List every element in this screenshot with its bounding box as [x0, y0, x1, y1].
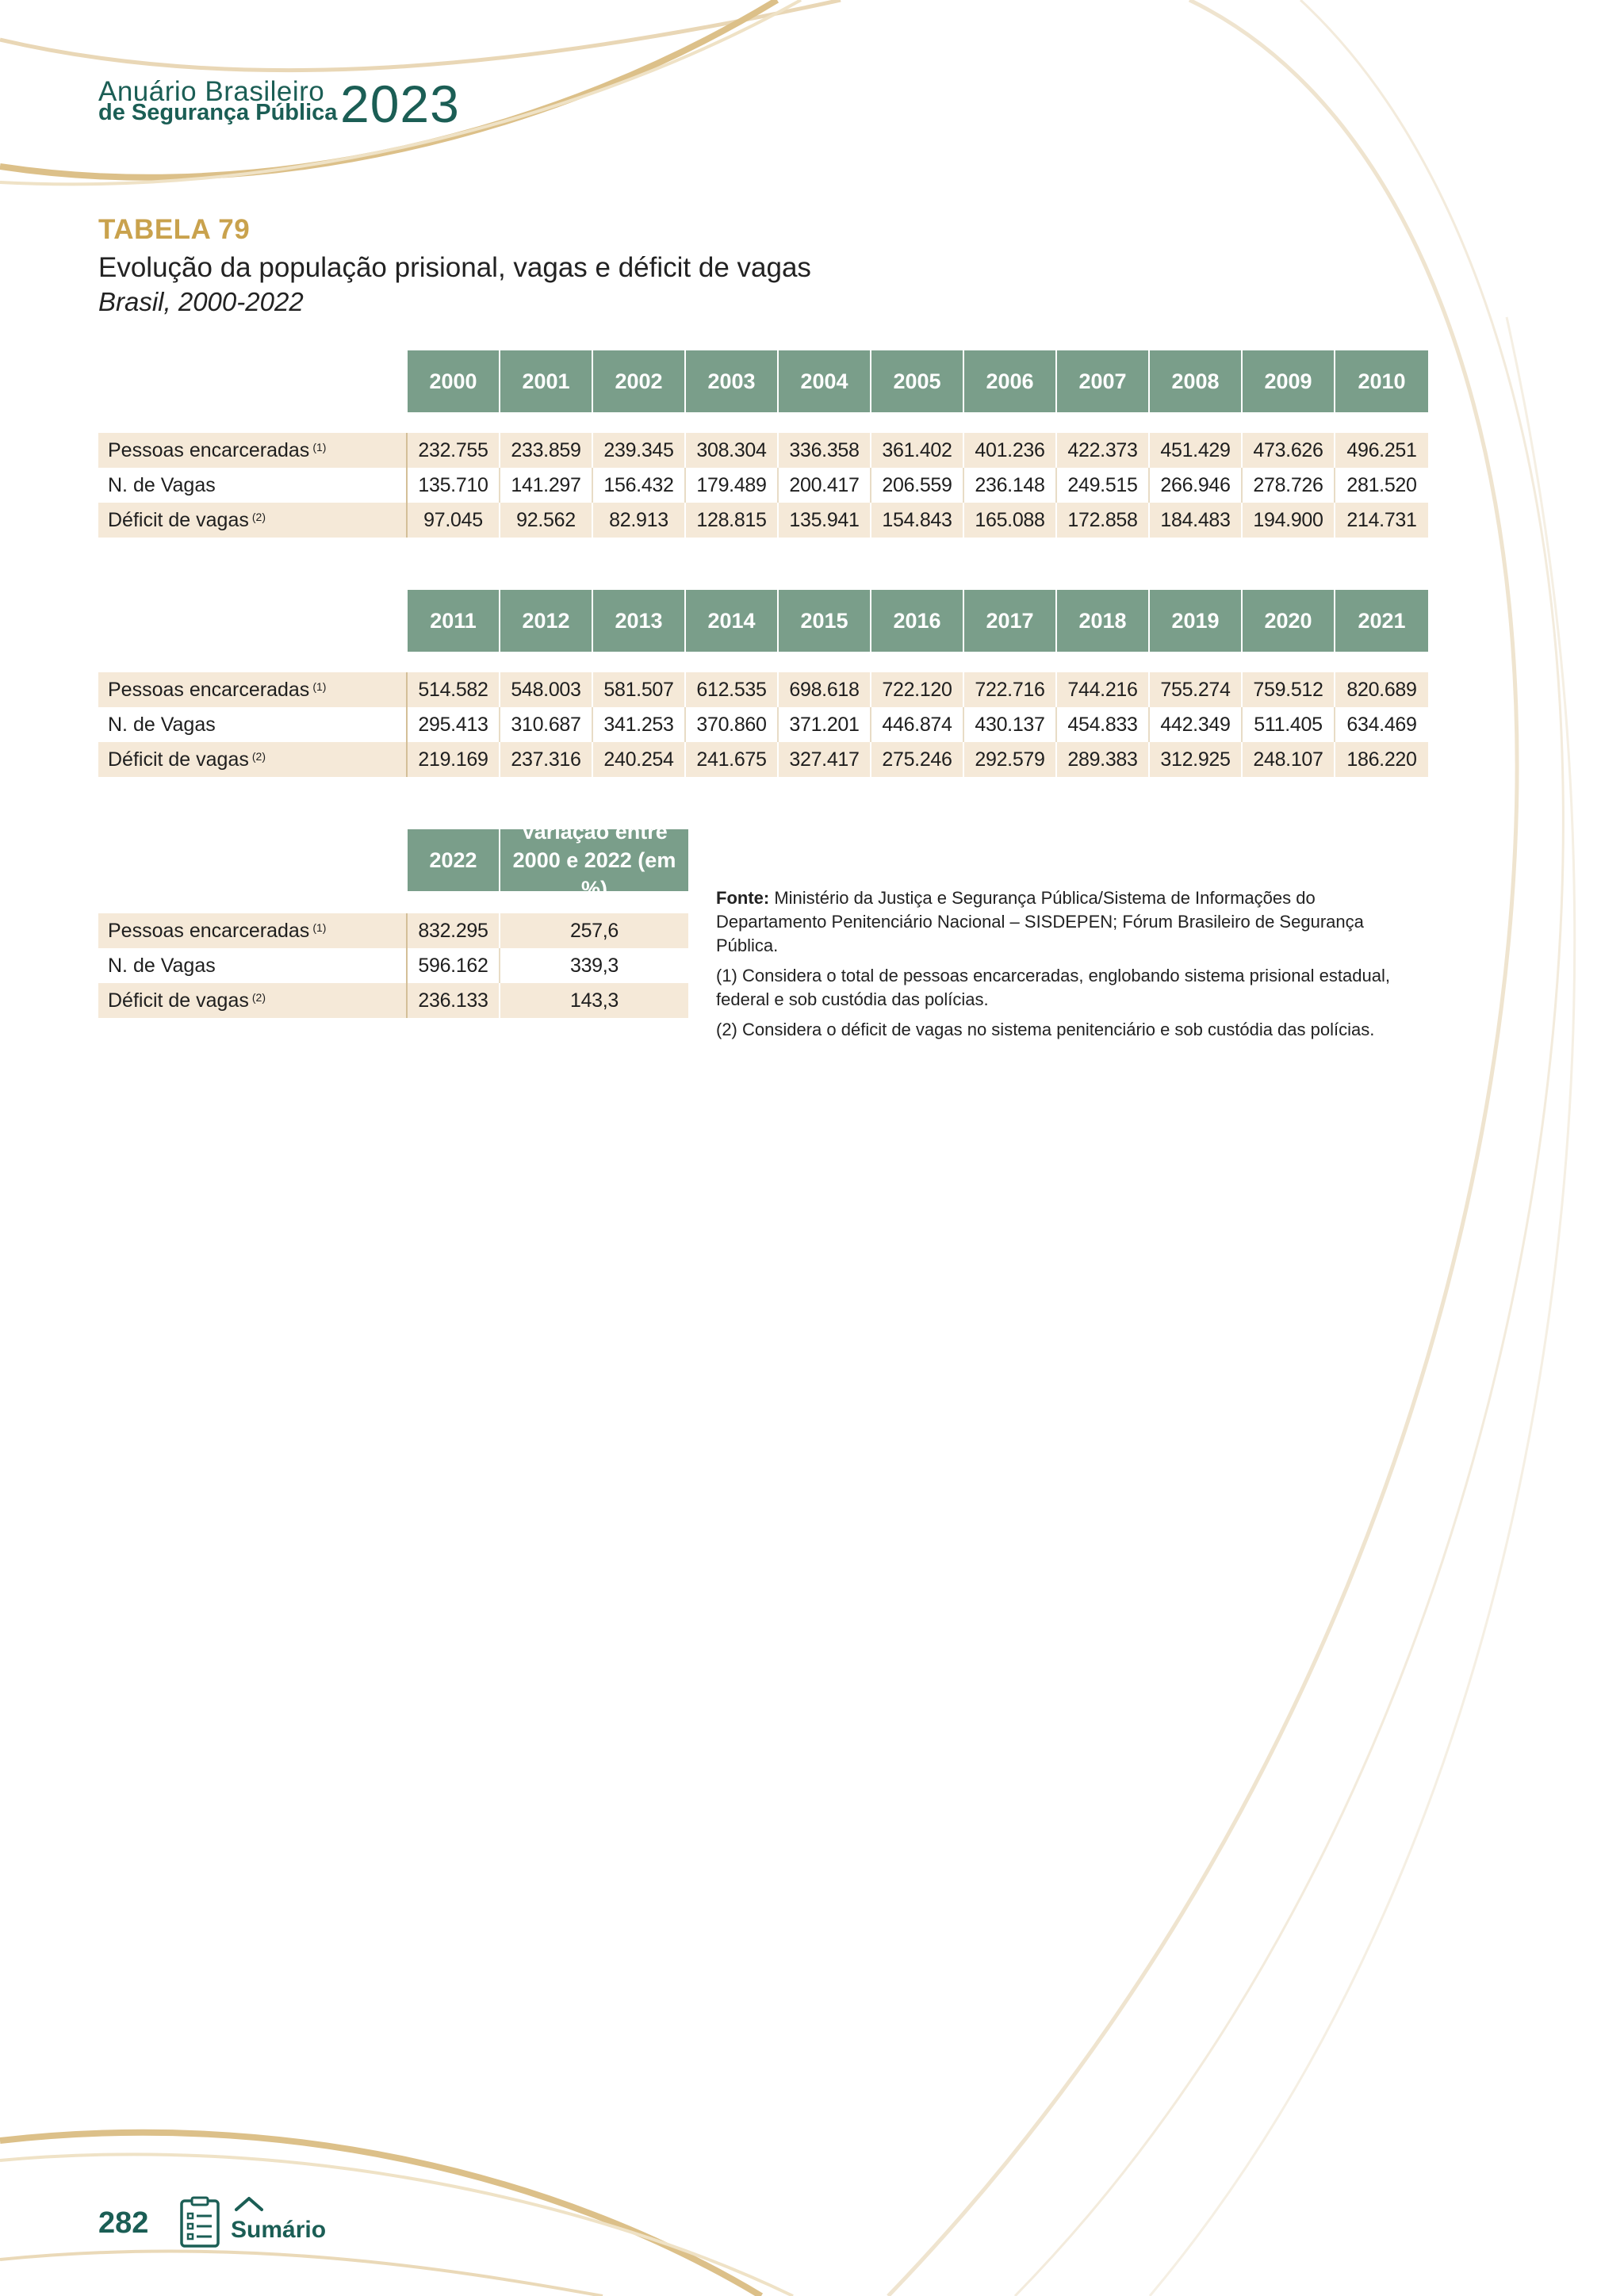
data-cell: 240.254: [593, 742, 686, 777]
year-header: 2004: [779, 350, 871, 412]
data-cell: 581.507: [593, 672, 686, 707]
data-cell: 194.900: [1243, 503, 1335, 538]
brand-title-line2: de Segurança Pública: [98, 100, 338, 125]
data-cell: 548.003: [500, 672, 593, 707]
table-row: [98, 742, 1428, 777]
year-header: 2022: [408, 829, 500, 891]
data-cell: 744.216: [1057, 672, 1150, 707]
variation-header: Variação entre 2000 e 2022 (em %): [500, 829, 688, 891]
row-label: Déficit de vagas $^{(2)}$: [98, 983, 408, 1018]
year-header: 2016: [871, 590, 964, 652]
data-cell: 473.626: [1243, 433, 1335, 468]
footnote-1: (1) Considera o total de pessoas encarceradas, englobando sistema prisional estadual, federal e sob custódia das polícias.: [716, 966, 1390, 1009]
page-number: 282: [98, 2206, 149, 2240]
data-cell: 278.726: [1243, 468, 1335, 503]
data-cell: 179.489: [686, 468, 779, 503]
table-row: [98, 468, 1428, 503]
data-cell: 442.349: [1150, 707, 1243, 742]
chevron-up-icon[interactable]: [233, 2195, 265, 2212]
data-cell: 241.675: [686, 742, 779, 777]
data-cell: 430.137: [964, 707, 1057, 742]
data-cell: 165.088: [964, 503, 1057, 538]
data-cell: 266.946: [1150, 468, 1243, 503]
table-notes: [716, 886, 1430, 1048]
data-cell: 186.220: [1346, 748, 1417, 771]
data-cell: 281.520: [1346, 473, 1417, 496]
data-cell: 371.201: [779, 707, 871, 742]
variation-cell: 143,3: [569, 989, 619, 1012]
year-header: 2015: [779, 590, 871, 652]
summary-link[interactable]: Sumário: [231, 2217, 327, 2243]
data-cell: 759.512: [1243, 672, 1335, 707]
year-header: 2005: [871, 350, 964, 412]
row-label: N. de Vagas: [98, 707, 408, 742]
year-header: 2006: [964, 350, 1057, 412]
data-cell: 755.274: [1150, 672, 1243, 707]
data-cell: 722.120: [871, 672, 964, 707]
document-list-icon[interactable]: [179, 2196, 220, 2248]
year-header: 2010: [1335, 350, 1428, 412]
data-cell: 239.345: [593, 433, 686, 468]
data-cell: 511.405: [1243, 707, 1335, 742]
table-row: [98, 948, 688, 983]
table-row: [98, 503, 1428, 538]
data-cell: 172.858: [1057, 503, 1150, 538]
data-cell: 361.402: [871, 433, 964, 468]
data-cell: 722.716: [964, 672, 1057, 707]
year-header: 2018: [1057, 590, 1150, 652]
year-header: 2014: [686, 590, 779, 652]
year-header: 2013: [593, 590, 686, 652]
year-header-row: [408, 350, 1428, 412]
source-note: Fonte: Ministério da Justiça e Segurança Pública/Sistema de Informações do Departamento Penitenciário Nacional – SISDEPEN; Fórum Brasileiro de Segurança Pública.: [716, 888, 1364, 955]
data-cell: 233.859: [500, 433, 593, 468]
data-cell: 275.246: [871, 742, 964, 777]
data-cell: 154.843: [871, 503, 964, 538]
data-cell: 634.469: [1346, 713, 1417, 736]
row-label: N. de Vagas: [98, 948, 408, 983]
table-number: TABELA 79: [98, 214, 251, 245]
data-cell: 128.815: [686, 503, 779, 538]
data-cell: 514.582: [408, 672, 500, 707]
table-row: [98, 433, 1428, 468]
year-header: 2008: [1150, 350, 1243, 412]
year-header: 2000: [408, 350, 500, 412]
table-subtitle: Brasil, 2000-2022: [98, 287, 304, 316]
data-cell: 236.133: [408, 983, 500, 1018]
data-cell: 698.618: [779, 672, 871, 707]
year-header-row: [408, 820, 688, 901]
data-cell: 92.562: [500, 503, 593, 538]
row-label: Pessoas encarceradas $^{(1)}$: [98, 672, 408, 707]
data-cell: 214.731: [1346, 508, 1417, 531]
data-cell: 289.383: [1057, 742, 1150, 777]
data-cell: 308.304: [686, 433, 779, 468]
year-header: 2011: [408, 590, 500, 652]
table-title: Evolução da população prisional, vagas e déficit de vagas: [98, 252, 811, 283]
data-cell: 141.297: [500, 468, 593, 503]
table-row: [98, 913, 688, 948]
data-cell: 401.236: [964, 433, 1057, 468]
data-cell: 292.579: [964, 742, 1057, 777]
year-header: 2003: [686, 350, 779, 412]
row-label: N. de Vagas: [98, 468, 408, 503]
year-header: 2009: [1243, 350, 1335, 412]
data-cell: 156.432: [593, 468, 686, 503]
data-cell: 232.755: [408, 433, 500, 468]
table-row: [98, 983, 688, 1018]
data-cell: 612.535: [686, 672, 779, 707]
data-cell: 327.417: [779, 742, 871, 777]
data-cell: 295.413: [408, 707, 500, 742]
data-cell: 454.833: [1057, 707, 1150, 742]
data-cell: 236.148: [964, 468, 1057, 503]
data-cell: 206.559: [871, 468, 964, 503]
year-header: 2017: [964, 590, 1057, 652]
data-cell: 341.253: [593, 707, 686, 742]
data-cell: 451.429: [1150, 433, 1243, 468]
year-header-row: [408, 590, 1428, 652]
data-cell: 200.417: [779, 468, 871, 503]
data-cell: 370.860: [686, 707, 779, 742]
data-cell: 596.162: [408, 948, 500, 983]
variation-cell: 339,3: [569, 954, 619, 977]
data-cell: 832.295: [408, 913, 500, 948]
footnote-2: (2) Considera o déficit de vagas no sistema penitenciário e sob custódia das polícias.: [716, 1020, 1375, 1039]
variation-cell: 257,6: [569, 919, 619, 942]
row-label: Déficit de vagas $^{(2)}$: [98, 742, 408, 777]
data-cell: 249.515: [1057, 468, 1150, 503]
year-header: 2007: [1057, 350, 1150, 412]
year-header: 2012: [500, 590, 593, 652]
year-header: 2002: [593, 350, 686, 412]
data-cell: 248.107: [1243, 742, 1335, 777]
data-cell: 219.169: [408, 742, 500, 777]
data-cell: 184.483: [1150, 503, 1243, 538]
data-cell: 446.874: [871, 707, 964, 742]
year-header: 2001: [500, 350, 593, 412]
table-row: [98, 672, 1428, 707]
data-cell: 820.689: [1346, 678, 1417, 701]
data-cell: 496.251: [1346, 438, 1417, 461]
data-cell: 97.045: [408, 503, 500, 538]
data-cell: 135.710: [408, 468, 500, 503]
data-cell: 312.925: [1150, 742, 1243, 777]
data-cell: 336.358: [779, 433, 871, 468]
data-cell: 237.316: [500, 742, 593, 777]
data-cell: 310.687: [500, 707, 593, 742]
brand-title-line1: Anuário Brasileiro: [98, 76, 325, 107]
data-cell: 422.373: [1057, 433, 1150, 468]
year-header: 2020: [1243, 590, 1335, 652]
row-label: Déficit de vagas $^{(2)}$: [98, 503, 408, 538]
year-header: 2021: [1335, 590, 1428, 652]
data-cell: 82.913: [593, 503, 686, 538]
data-cell: 135.941: [779, 503, 871, 538]
brand-year: 2023: [340, 75, 460, 133]
row-label: Pessoas encarceradas $^{(1)}$: [98, 433, 408, 468]
year-header: 2019: [1150, 590, 1243, 652]
row-label: Pessoas encarceradas $^{(1)}$: [98, 913, 408, 948]
table-row: [98, 707, 1428, 742]
